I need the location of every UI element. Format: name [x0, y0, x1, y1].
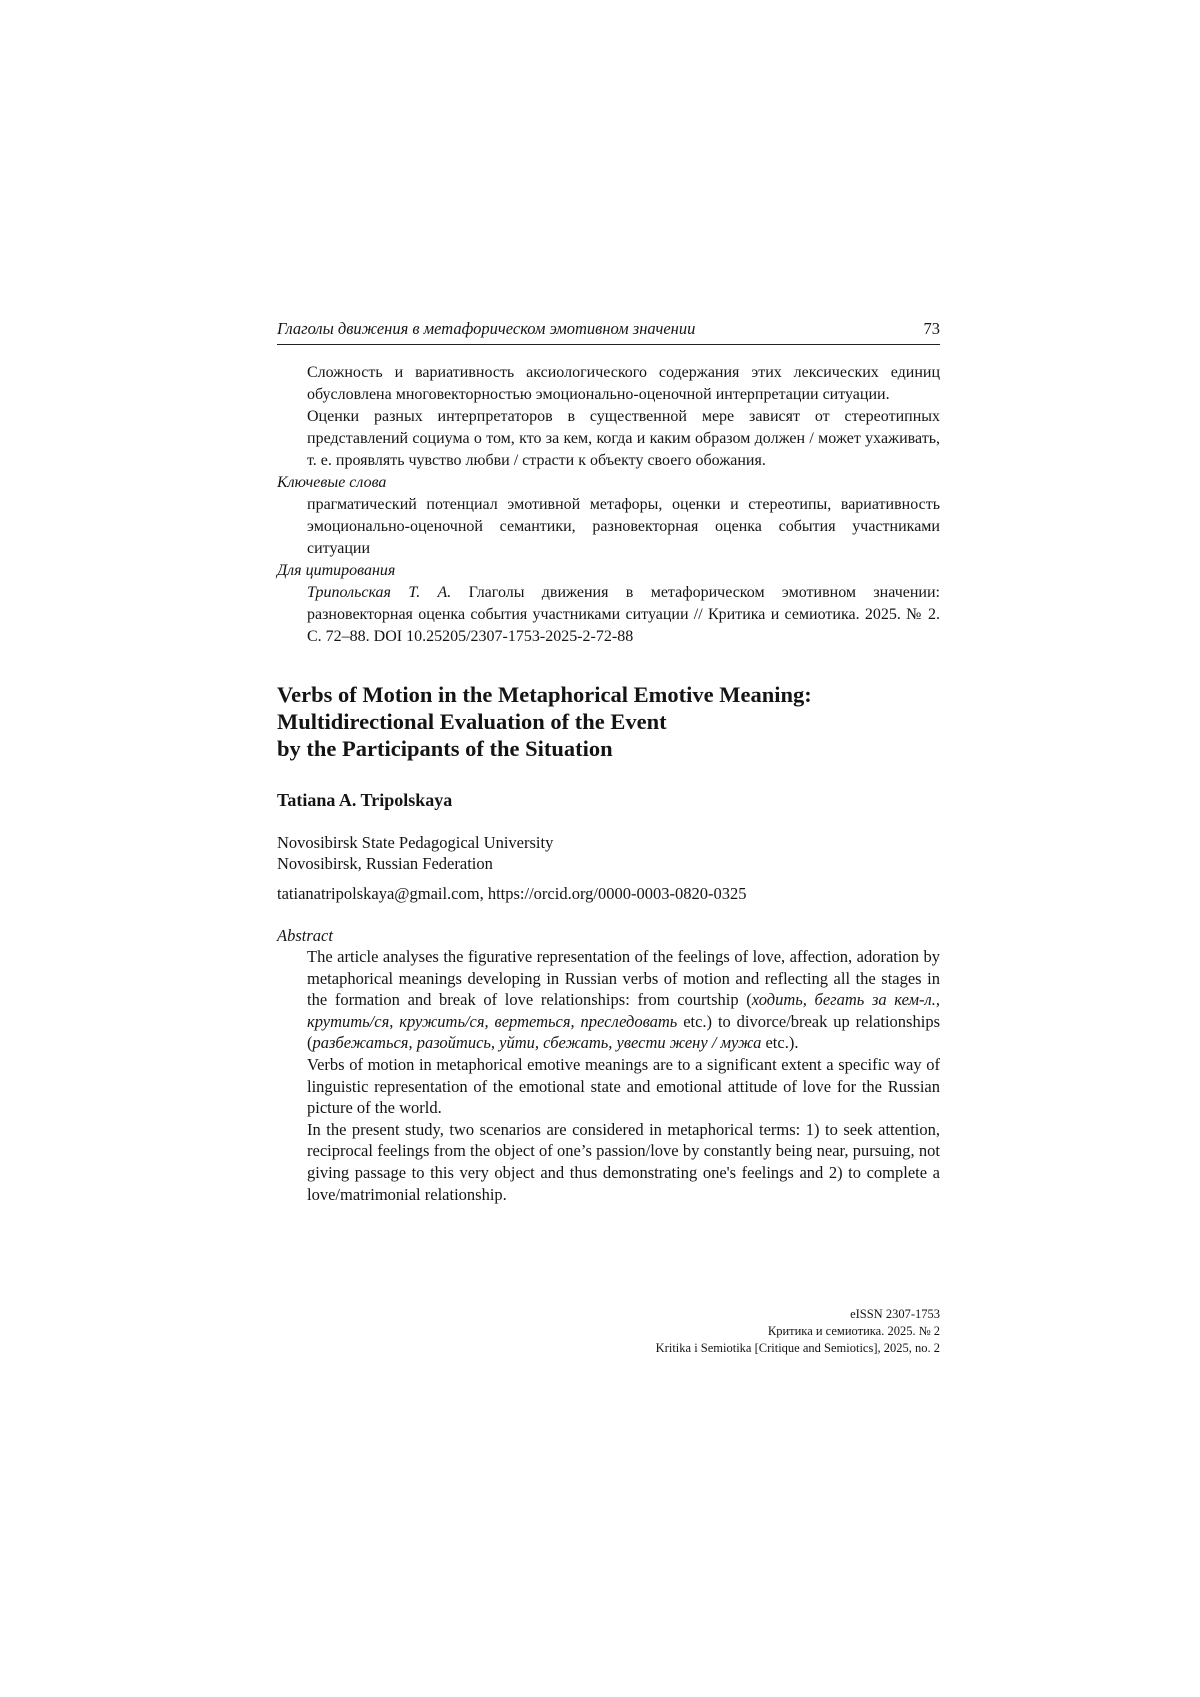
- english-title-line-3: by the Participants of the Situation: [277, 736, 613, 761]
- citation-body: Глаголы движения в метафорическом эмотивном значении: разновекторная оценка события участниками ситуации // Критика и семиотика. 2025. № 2. С. 72–88. DOI 10.25205/2307-1753-2025-2-72-88: [307, 584, 940, 645]
- english-title-line-2: Multidirectional Evaluation of the Event: [277, 709, 667, 734]
- journal-footer: [656, 1306, 940, 1357]
- keywords-text: прагматический потенциал эмотивной метафоры, оценки и стереотипы, вариативность эмоционально-оценочной семантики, разновекторная оценка события участниками ситуации: [307, 496, 940, 557]
- russian-paragraph-1: Сложность и вариативность аксиологического содержания этих лексических единиц обусловлена многовекторностью эмоционально-оценочной интерпретации ситуации.: [307, 364, 940, 403]
- abstract-body: [307, 946, 940, 1205]
- abstract-p1-text-2: etc.) to divorce/break up relationships (: [307, 1011, 940, 1053]
- citation-label: Для цитирования: [277, 562, 396, 579]
- citation-text: [307, 582, 940, 648]
- abstract-label: Abstract: [277, 926, 333, 945]
- affiliation-university: Novosibirsk State Pedagogical University: [277, 833, 554, 852]
- russian-abstract-continuation: [307, 362, 940, 472]
- abstract-paragraph-2: Verbs of motion in metaphorical emotive meanings are to a significant extent a specific way of linguistic representation of the emotional state and emotional attitude of love for the Russian picture of the world.: [307, 1054, 940, 1118]
- abstract-paragraph-3: In the present study, two scenarios are considered in metaphorical terms: 1) to seek attention, reciprocal feelings from the object of one’s passion/love by constantly being near, pursuing, not giving passage to this very object and thus demonstrating one's feelings and 2) to complete a love/matrimonial relationship.: [307, 1119, 940, 1204]
- english-title-line-1: Verbs of Motion in the Metaphorical Emotive Meaning:: [277, 682, 812, 707]
- keywords-label: Ключевые слова: [277, 474, 387, 491]
- abstract-p1-text-3: etc.).: [761, 1033, 799, 1053]
- affiliation-location: Novosibirsk, Russian Federation: [277, 854, 493, 873]
- english-title: [277, 681, 940, 762]
- russian-paragraph-2: Оценки разных интерпретаторов в существенной мере зависят от стереотипных представлений социума о том, кто за кем, когда и каким образом должен / может ухаживать, т. е. проявлять чувство любви / страсти к объекту своего обожания.: [307, 408, 940, 469]
- abstract-p1-italic-2: разбежаться, разойтись, уйти, сбежать, увести жену / мужа: [312, 1033, 762, 1053]
- article-page: [277, 316, 940, 1205]
- footer-journal-en: Kritika i Semiotika [Critique and Semiotics], 2025, no. 2: [655, 1341, 940, 1355]
- footer-journal-ru: Критика и семиотика. 2025. № 2: [767, 1324, 940, 1338]
- abstract-paragraph-1: [307, 946, 940, 1054]
- footer-eissn: eISSN 2307-1753: [850, 1307, 940, 1321]
- citation-author: Трипольская Т. А.: [307, 584, 452, 601]
- author-name: Tatiana A. Tripolskaya: [277, 790, 453, 810]
- abstract-p1-italic-1: ходить, бегать за кем-л., крутить/ся, кружить/ся, вертеться, преследовать: [307, 990, 940, 1031]
- affiliation: [277, 832, 940, 874]
- author-contacts: tatianatripolskaya@gmail.com, https://orcid.org/0000-0003-0820-0325: [277, 884, 747, 903]
- running-header: [277, 316, 940, 345]
- running-header-title: Глаголы движения в метафорическом эмотивном значении: [277, 319, 696, 338]
- abstract-p1-text-1: The article analyses the figurative representation of the feelings of love, affection, adoration by metaphorical meanings developing in Russian verbs of motion and reflecting all the stages in the formation and break of love relationships: from courtship (: [307, 947, 940, 1010]
- page-number: 73: [923, 319, 940, 338]
